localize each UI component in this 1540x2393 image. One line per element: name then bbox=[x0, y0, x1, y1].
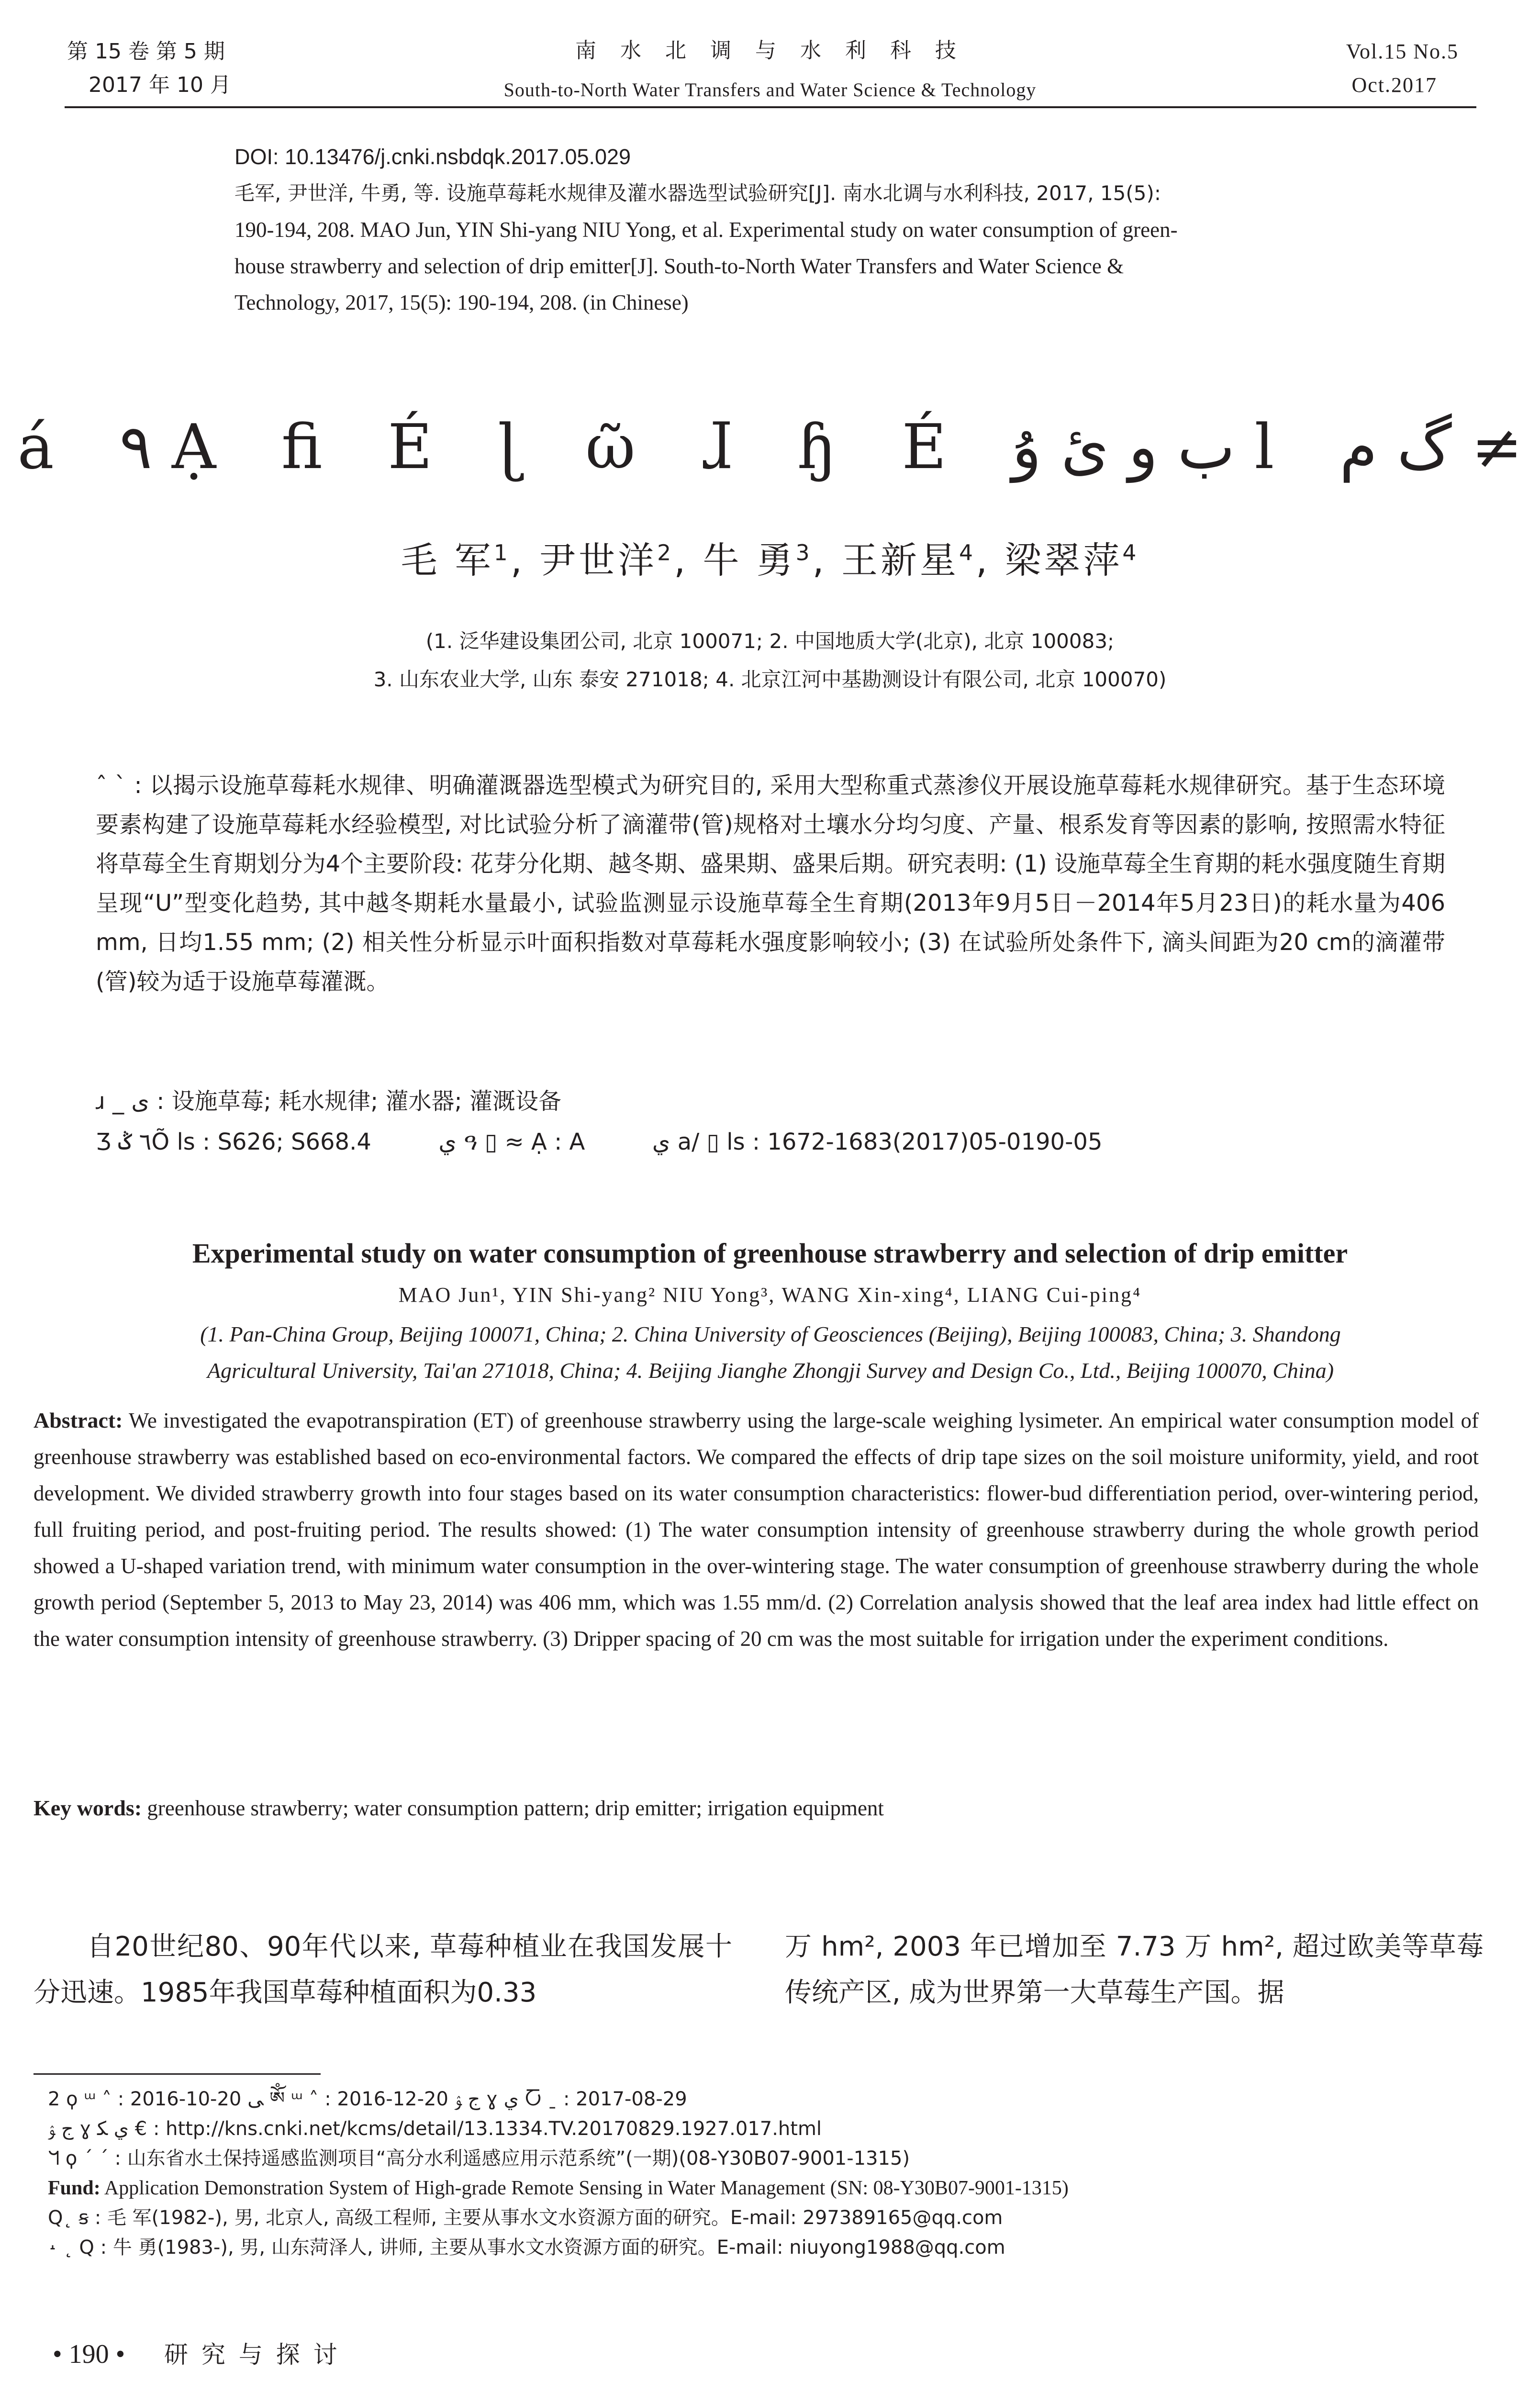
doc-code-label: ي ዓ ▯ ≈ Ạ : bbox=[438, 1129, 562, 1155]
header-date-en: Oct.2017 bbox=[1351, 73, 1437, 97]
fund-text: Application Demonstration System of High-grade Remote Sensing in Water Management (SN: 08-Y30B07-9001-1315) bbox=[104, 2177, 1069, 2199]
header-vol-issue-cn: 第 15 卷 第 5 期 bbox=[67, 39, 225, 64]
citation-line: house strawberry and selection of drip emitter[J]. South-to-North Water Transfers and Water Science & bbox=[234, 254, 1124, 278]
footnote-fund-cn: ᖻ ϙ ˊ ˊ : 山东省水土保持遥感监测项目“高分水利遥感应用示范系统”(一期)(08-Y30B07-9001-1315) bbox=[48, 2147, 910, 2169]
footnotes bbox=[48, 2084, 1484, 2262]
author-name: 梁翠萍 bbox=[1004, 539, 1123, 581]
doi: DOI: 10.13476/j.cnki.nsbdqk.2017.05.029 bbox=[234, 145, 631, 169]
author-affil-mark: 2 bbox=[657, 540, 674, 566]
author-affil-mark: 3 bbox=[795, 540, 813, 566]
doc-code-value: A bbox=[569, 1129, 585, 1155]
class-label: Ʒ ٦ ݣÕ ls : bbox=[96, 1129, 211, 1155]
abstract-cn-text: 以揭示设施草莓耗水规律、明确灌溉器选型模式为研究目的, 采用大型称重式蒸渗仪开展设施草莓耗水规律研究。基于生态环境要素构建了设施草莓耗水经验模型, 对比试验分析了滴灌带(管)规格对土壤水分均匀度、产量、根系发育等因素的影响, 按照需水特征将草莓全生育期划分为4个主要阶段: 花芽分化期、越冬期、盛果期、盛果后期。研究表明: (1) 设施草莓全生育期的耗水强度随生育期呈现“U”型变化趋势, 其中越冬期耗水量最小, 试验监测显示设施草莓全生育期(2013年9月5日－2014年5月23日)的耗水量为406 mm, 日均1.55 mm; (2) 相关性分析显示叶面积指数对草莓耗水强度影响较小; (3) 在试验所处条件下, 滴头间距为20 cm的滴灌带(管)较为适于设施草莓灌溉。 bbox=[96, 772, 1445, 995]
affiliation-line: (1. 泛华建设集团公司, 北京 100071; 2. 中国地质大学(北京), 北京 100083; bbox=[425, 629, 1115, 653]
author-affil-mark: 1 bbox=[493, 540, 511, 566]
footnote-author: ˔ ˛ Q : 牛 勇(1983-), 男, 山东菏泽人, 讲师, 主要从事水文水资源方面的研究。E-mail: niuyong1988@qq.com bbox=[48, 2236, 1005, 2259]
keywords-en-label: Key words: bbox=[33, 1796, 142, 1820]
header-rule bbox=[65, 106, 1476, 108]
article-id-label: ي a/ ▯ ls : bbox=[652, 1129, 760, 1155]
author-name: 王新星 bbox=[841, 539, 959, 581]
keywords-en bbox=[33, 1790, 1479, 1826]
affiliation-line: (1. Pan-China Group, Beijing 100071, China; 2. China University of Geosciences (Beijing), Beijing 100083, China; 3. Shandong bbox=[200, 1322, 1341, 1346]
header-journal-cn: 南 水 北 调 与 水 利 科 技 bbox=[575, 38, 965, 63]
author-name: 毛 军 bbox=[401, 539, 494, 581]
classification-line bbox=[96, 1122, 1445, 1162]
author-affil-mark: 4 bbox=[1122, 540, 1139, 566]
section-label: 研 究 与 探 讨 bbox=[164, 2341, 340, 2369]
page-footer bbox=[53, 2336, 340, 2370]
title-cn-garbled: á ٩ Ạ ﬁ É ɭ ῶ ɺ ɧ É ب و ئ ۇ l گ م ≠ bbox=[17, 412, 1523, 483]
page-number: • 190 • bbox=[53, 2339, 125, 2369]
abstract-cn bbox=[96, 766, 1445, 1001]
authors-en: MAO Jun¹, YIN Shi-yang² NIU Yong³, WANG Xin-xing⁴, LIANG Cui-ping⁴ bbox=[398, 1283, 1142, 1307]
authors-cn: 毛 军$^1$, 尹世洋$^2$, 牛 勇$^3$, 王新星$^4$, 梁翠萍$^4$ bbox=[401, 539, 1139, 581]
body-column-left: 自20世纪80、90年代以来, 草莓种植业在我国发展十分迅速。1985年我国草莓种植面积为0.33 bbox=[33, 1931, 732, 2008]
citation-block bbox=[234, 139, 1479, 321]
footnote-fund-en bbox=[48, 2173, 1484, 2203]
author-affil-mark: 4 bbox=[959, 540, 976, 566]
citation-line: 190-194, 208. MAO Jun, YIN Shi-yang NIU Yong, et al. Experimental study on water consumption of green- bbox=[234, 218, 1178, 242]
header-journal-en: South-to-North Water Transfers and Water Science & Technology bbox=[503, 79, 1037, 101]
footnote-rule bbox=[33, 2073, 321, 2075]
keywords-cn bbox=[96, 1082, 1445, 1121]
affiliations-cn bbox=[0, 622, 1540, 699]
header-date-cn: 2017 年 10 月 bbox=[89, 73, 231, 97]
citation-line: 毛军, 尹世洋, 牛勇, 等. 设施草莓耗水规律及灌水器选型试验研究[J]. 南水北调与水利科技, 2017, 15(5): bbox=[234, 181, 1161, 205]
author-name: 尹世洋 bbox=[539, 539, 658, 581]
footnote-url: ج ﯣ ɣ ي ﻜ € : http://kns.cnki.net/kcms/detail/13.1334.TV.20170829.1927.017.html bbox=[48, 2118, 822, 2140]
title-en: Experimental study on water consumption of greenhouse strawberry and selection of drip emitter bbox=[192, 1238, 1348, 1269]
body-column-right: 万 hm², 2003 年已增加至 7.73 万 hm², 超过欧美等草莓传统产区, 成为世界第一大草莓生产国。据 bbox=[785, 1931, 1484, 2008]
footnote-author: Q˛ ꞩ : 毛 军(1982-), 男, 北京人, 高级工程师, 主要从事水文水资源方面的研究。E-mail: 297389165@qq.com bbox=[48, 2207, 1003, 2229]
footnote-dates: 2 ϙ ᵚ ˄ : 2016-10-20 ﻰ ༀ ᵚ ˄ : 2016-12-20 ج ﯣ ɣ ي Ⴀ ˍ : 2017-08-29 bbox=[48, 2088, 687, 2110]
affiliation-line: 3. 山东农业大学, 山东 泰安 271018; 4. 北京江河中基勘测设计有限公司, 北京 100070) bbox=[373, 668, 1167, 691]
abstract-en-label: Abstract: bbox=[33, 1408, 123, 1432]
header-vol-issue-en: Vol.15 No.5 bbox=[1346, 40, 1459, 63]
class-value: S626; S668.4 bbox=[217, 1129, 371, 1155]
abstract-en bbox=[33, 1402, 1479, 1657]
author-name: 牛 勇 bbox=[703, 539, 796, 581]
keywords-cn-label: ɹ _ ﻯ : bbox=[96, 1088, 165, 1115]
article-id-value: 1672-1683(2017)05-0190-05 bbox=[767, 1129, 1103, 1155]
abstract-en-text: We investigated the evapotranspiration (ET) of greenhouse strawberry using the large-scale weighing lysimeter. An empirical water consumption model of greenhouse strawberry was established based on eco-environmental factors. We compared the effects of drip tape sizes on the soil moisture uniformity, yield, and root development. We divided strawberry growth into four stages based on its water consumption characteristics: flower-bud differentiation period, over-wintering period, full fruiting period, and post-fruiting period. The results showed: (1) The water consumption intensity of greenhouse strawberry during the whole growth period showed a U-shaped variation trend, with minimum water consumption in the over-wintering stage. The water consumption of greenhouse strawberry during the whole growth period (September 5, 2013 to May 23, 2014) was 406 mm, which was 1.55 mm/d. (2) Correlation analysis showed that the leaf area index had little effect on the water consumption intensity of greenhouse strawberry. (3) Dripper spacing of 20 cm was the most suitable for irrigation under the experiment conditions. bbox=[33, 1409, 1479, 1651]
abstract-cn-label: ˆ ˋ : bbox=[96, 772, 142, 799]
affiliation-line: Agricultural University, Tai'an 271018, China; 4. Beijing Jianghe Zhongji Survey and Design Co., Ltd., Beijing 100070, China) bbox=[207, 1358, 1334, 1383]
citation-line: Technology, 2017, 15(5): 190-194, 208. (in Chinese) bbox=[234, 291, 689, 314]
affiliations-en bbox=[57, 1316, 1484, 1389]
keywords-cn-text: 设施草莓; 耗水规律; 灌水器; 灌溉设备 bbox=[171, 1088, 561, 1115]
fund-label: Fund: bbox=[48, 2177, 100, 2199]
keywords-en-text: greenhouse strawberry; water consumption pattern; drip emitter; irrigation equipment bbox=[147, 1796, 884, 1820]
